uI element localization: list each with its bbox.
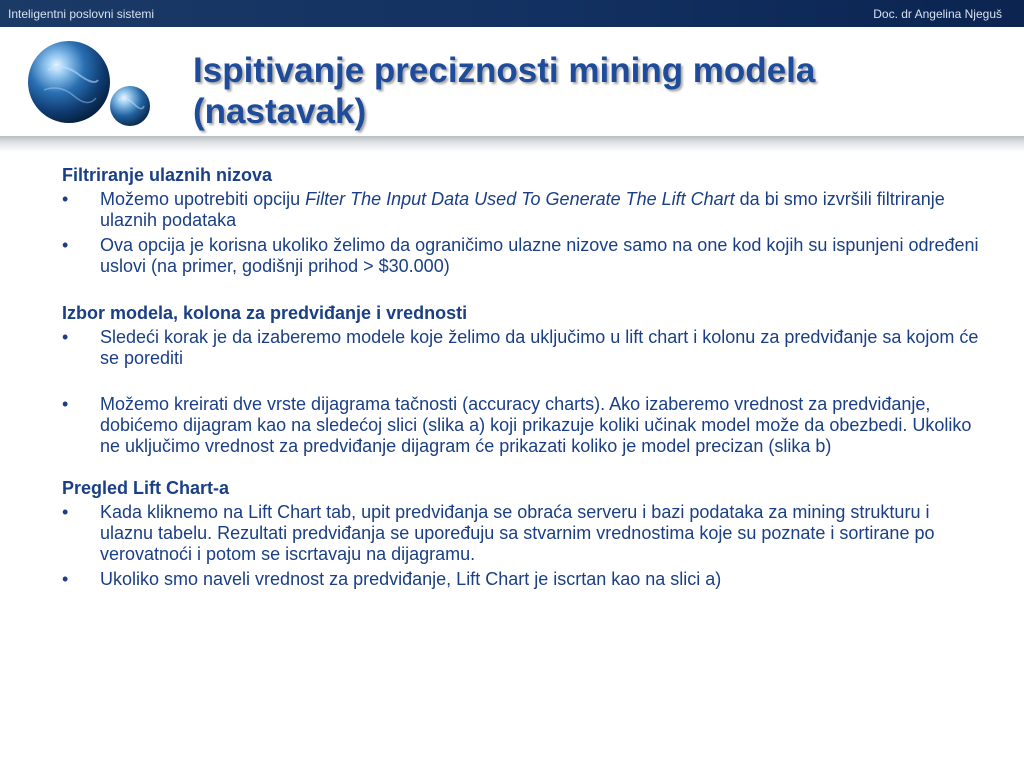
bullet-text: Ova opcija je korisna ukoliko želimo da ograničimo ulazne nizove samo na one kod kojih su ispunjeni određeni uslovi (na primer, godišnji prihod > $30.000)	[100, 235, 979, 276]
bullet-lift-chart-tab	[62, 502, 982, 565]
slide-title-line2: (nastavak)	[193, 92, 367, 131]
bullet-filter-option	[62, 189, 982, 231]
bullet-text: Kada kliknemo na Lift Chart tab, upit predviđanja se obraća serveru i bazi podataka za mining strukturu i ulaznu tabelu. Rezultati predviđanja se upoređuju sa stvarnim vrednostima koje su poznate i sortirane po verovatnoći i potom se iscrtavaju na dijagramu.	[100, 502, 935, 564]
bullet-lift-chart-result	[62, 569, 982, 590]
bullet-marker: •	[62, 189, 69, 209]
slide-title	[193, 50, 815, 132]
bullet-text: Ukoliko smo naveli vrednost za predviđanje, Lift Chart je iscrtan kao na slici a)	[100, 569, 722, 589]
bullet-option-name: Filter The Input Data Used To Generate The Lift Chart	[305, 189, 735, 209]
bullet-marker: •	[62, 394, 69, 414]
slide-title-line1: Ispitivanje preciznosti mining modela	[193, 51, 816, 90]
author-name: Doc. dr Angelina Njeguš	[873, 7, 1002, 21]
bullet-marker: •	[62, 327, 69, 347]
bullet-marker: •	[62, 235, 69, 255]
bullet-text: Sledeći korak je da izaberemo modele koje želimo da uključimo u lift chart i kolonu za predviđanje sa kojom će se porediti	[100, 327, 979, 368]
bullet-marker: •	[62, 569, 69, 589]
section-heading-filtering: Filtriranje ulaznih nizova	[62, 165, 273, 185]
section-heading-lift-chart: Pregled Lift Chart-a	[62, 478, 230, 498]
bullet-marker: •	[62, 502, 69, 522]
bullet-text: Možemo kreirati dve vrste dijagrama tačnosti (accuracy charts). Ako izaberemo vrednost za predviđanje, dobićemo dijagram kao na sledećoj slici (slika a) koji prikazuje koliki učinak model može da obezbedi. Ukoliko ne uključimo vrednost za predviđanje dijagram će prikazati koliko je model precizan (slika b)	[100, 394, 972, 456]
bullet-filter-usefulness	[62, 235, 982, 277]
bullet-text-cont: da bi smo izvršili filtriranje ulaznih podataka	[100, 189, 945, 230]
course-name: Inteligentni poslovni sistemi	[8, 7, 155, 21]
section-heading-model-selection: Izbor modela, kolona za predviđanje i vrednosti	[62, 303, 468, 323]
globe-logo-icon	[26, 40, 156, 132]
header-divider	[0, 136, 1024, 152]
bullet-text: Možemo upotrebiti opciju	[100, 189, 306, 209]
bullet-accuracy-charts	[62, 394, 982, 457]
bullet-next-step	[62, 327, 982, 369]
slide-body	[62, 165, 982, 590]
top-bar	[0, 0, 1024, 27]
